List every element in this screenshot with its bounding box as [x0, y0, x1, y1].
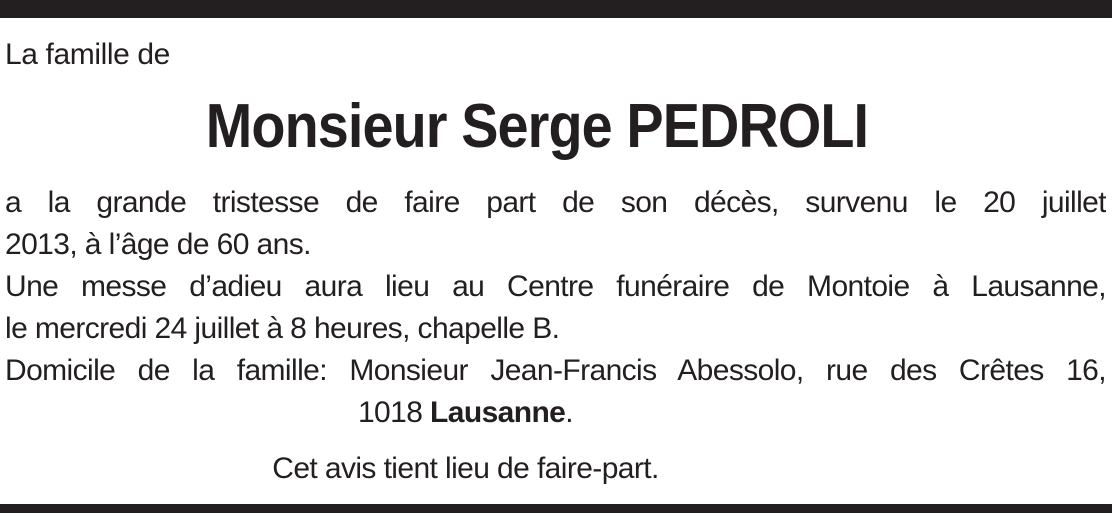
bottom-rule — [0, 504, 1112, 513]
address-city: Lausanne — [430, 396, 566, 429]
title-row — [5, 92, 1068, 162]
notice-body — [5, 182, 1106, 434]
deceased-name-title: Monsieur Serge PEDROLI — [205, 92, 868, 161]
closing-line: Cet avis tient lieu de faire-part. — [272, 452, 659, 485]
body-line-5: Domicile de la famille: Monsieur Jean-Francis Abessolo, rue des Crêtes 16, — [5, 354, 1106, 387]
body-line-2: 2013, à l’âge de 60 ans. — [5, 228, 311, 261]
address-period: . — [565, 396, 574, 429]
body-line-1: a la grande tristesse de faire part de son décès, survenu le 20 juillet — [5, 186, 1106, 219]
notice-content — [0, 39, 1112, 490]
body-line-4: le mercredi 24 juillet à 8 heures, chapelle B. — [5, 312, 560, 345]
address-zip: 1018 — [357, 396, 431, 429]
body-line-3: Une messe d’adieu aura lieu au Centre funéraire de Montoie à Lausanne, — [5, 270, 1106, 303]
top-rule — [0, 0, 1112, 18]
address-line — [5, 392, 1106, 434]
intro-line: La famille de — [5, 38, 170, 71]
